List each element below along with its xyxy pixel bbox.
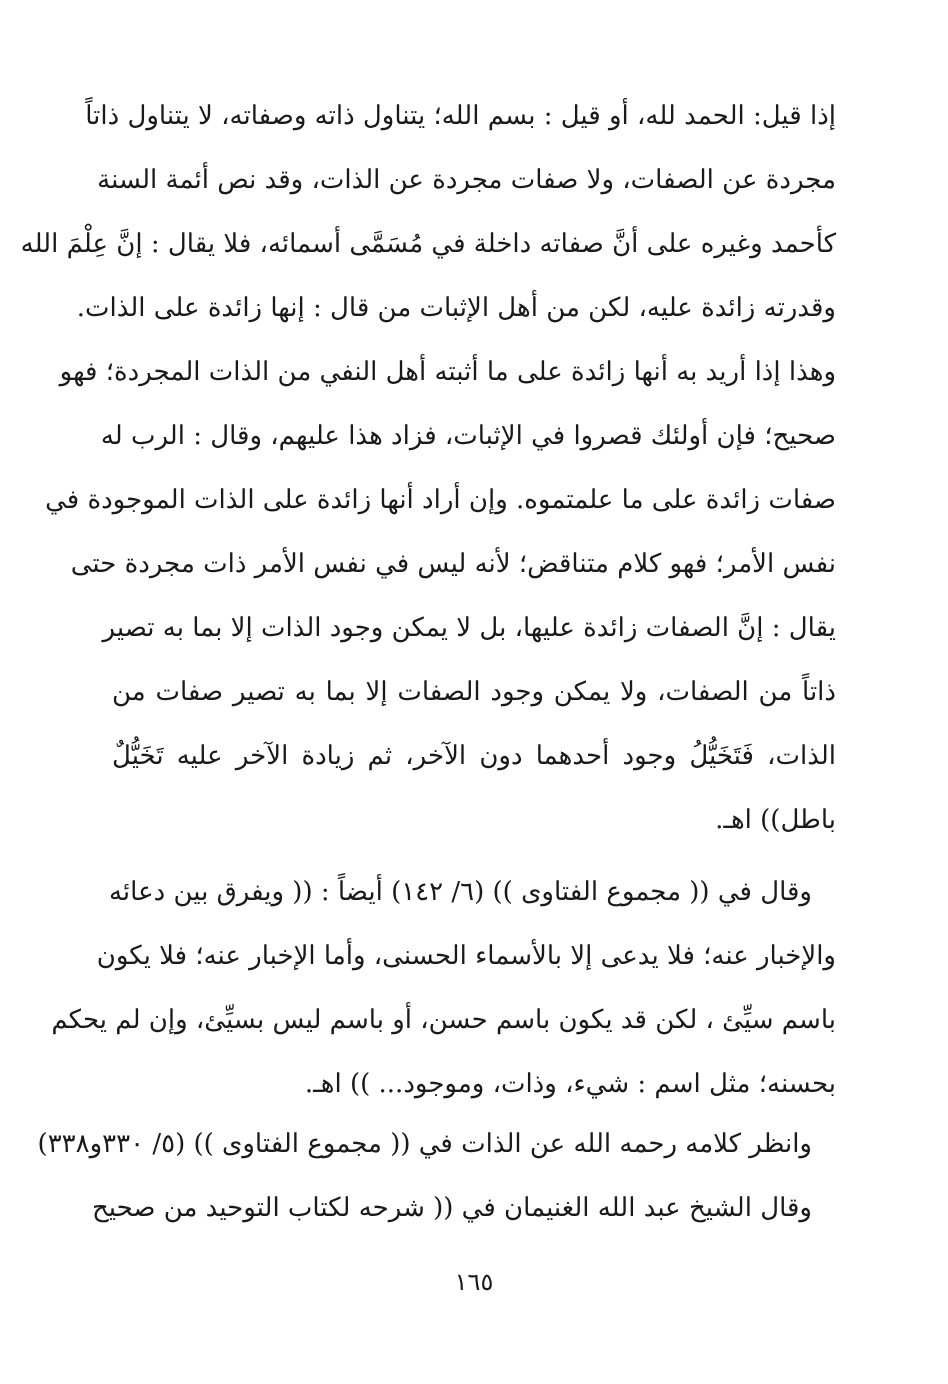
text-line: كأحمد وغيره على أنَّ صفاته داخلة في مُسَمَّى أسمائه، فلا يقال : إنَّ عِلْمَ الله	[20, 229, 836, 259]
text-line: بحسنه؛ مثل اسم : شيء، وذات، وموجود... )) اهـ.	[304, 1069, 836, 1099]
text-line: وهذا إذا أريد به أنها زائدة على ما أثبته أهل النفي من الذات المجردة؛ فهو	[59, 357, 836, 387]
text-line: باسم سيِّئ ، لكن قد يكون باسم حسن، أو باسم ليس بسيِّئ، وإن لم يحكم	[51, 1005, 836, 1035]
text-line: وانظر كلامه رحمه الله عن الذات في (( مجموع الفتاوى )) (٥/ ٣٣٠و٣٣٨)	[37, 1129, 812, 1159]
text-line: وقال في (( مجموع الفتاوى )) (٦/ ١٤٢) أيضاً : (( ويفرق بين دعائه	[108, 877, 812, 907]
text-line: صحيح؛ فإن أولئك قصروا في الإثبات، فزاد هذا عليهم، وقال : الرب له	[100, 421, 836, 451]
text-line: والإخبار عنه؛ فلا يدعى إلا بالأسماء الحسنى، وأما الإخبار عنه؛ فلا يكون	[96, 941, 836, 971]
text-line: يقال : إنَّ الصفات زائدة عليها، بل لا يمكن وجود الذات إلا بما به تصير	[102, 613, 836, 643]
paragraph-3	[37, 1112, 836, 1240]
text-line: نفس الأمر؛ فهو كلام متناقض؛ لأنه ليس في نفس الأمر ذات مجردة حتى	[70, 549, 836, 579]
paragraph-1	[20, 84, 836, 852]
text-line: مجردة عن الصفات، ولا صفات مجردة عن الذات، وقد نص أئمة السنة	[97, 165, 836, 195]
text-line: إذا قيل: الحمد لله، أو قيل : بسم الله؛ يتناول ذاته وصفاته، لا يتناول ذاتاً	[85, 101, 836, 131]
page-number: ١٦٥	[454, 1268, 494, 1296]
text-line: الذات، فَتَخَيُّلُ وجود أحدهما دون الآخر، ثم زيادة الآخر عليه تَخَيُّلٌ	[112, 741, 836, 771]
text-line: وقدرته زائدة عليه، لكن من أهل الإثبات من قال : إنها زائدة على الذات.	[76, 293, 836, 323]
text-line: باطل)) اهـ.	[715, 805, 836, 835]
text-line: وقال الشيخ عبد الله الغنيمان في (( شرحه لكتاب التوحيد من صحيح	[91, 1193, 812, 1223]
paragraph-2	[51, 860, 836, 1116]
text-line: ذاتاً من الصفات، ولا يمكن وجود الصفات إلا بما به تصير صفات من	[112, 677, 836, 707]
text-line: صفات زائدة على ما علمتموه. وإن أراد أنها زائدة على الذات الموجودة في	[45, 485, 836, 515]
